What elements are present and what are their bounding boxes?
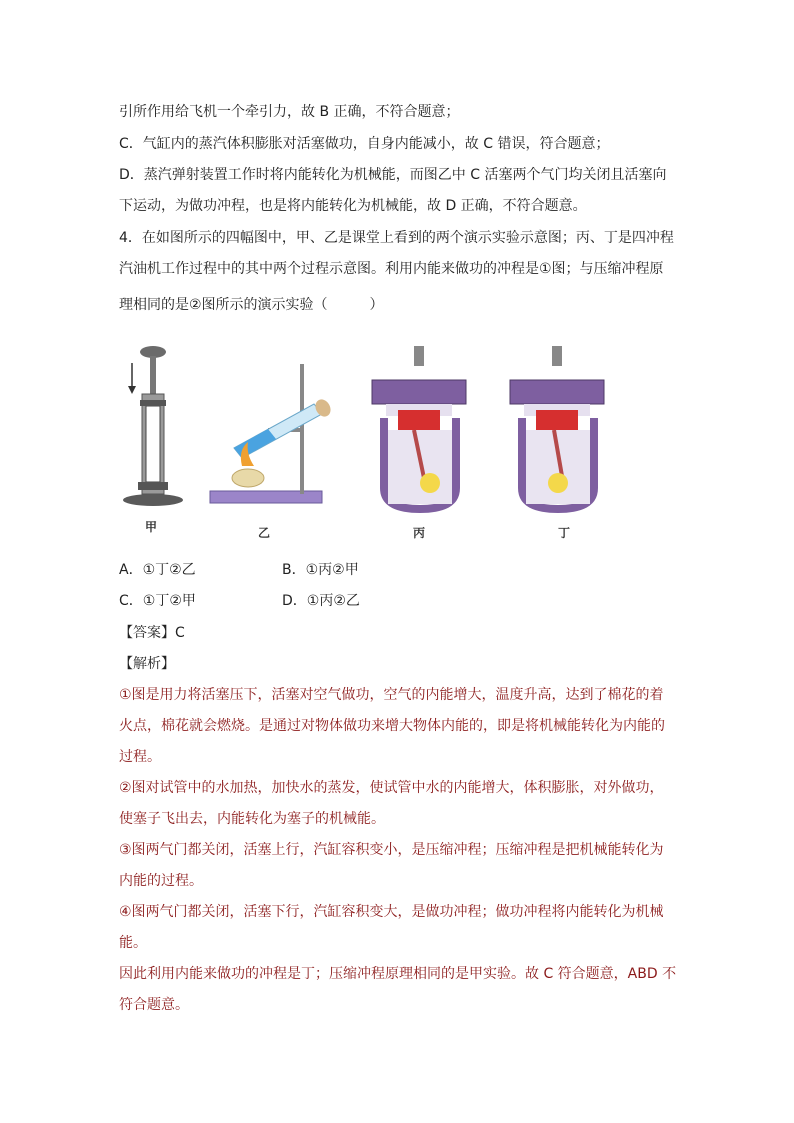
analysis-line-11: 符合题意。 <box>119 997 189 1013</box>
analysis-line-7: 内能的过程。 <box>119 873 203 889</box>
analysis-line-5: 使塞子飞出去，内能转化为塞子的机械能。 <box>119 811 385 827</box>
engine-bing-drawing <box>372 346 466 513</box>
answer: 【答案】C <box>119 625 185 641</box>
text-line-3: D．蒸汽弹射装置工作时将内能转化为机械能，而图乙中 C 活塞两个气门均关闭且活塞向 <box>119 167 667 183</box>
analysis-line-2: 火点，棉花就会燃烧。是通过对物体做功来增大物体内能的，即是将机械能转化为内能的 <box>119 718 665 734</box>
engine-ding-drawing <box>510 346 604 513</box>
experiment-figure <box>118 338 618 538</box>
fire-syringe-drawing <box>123 346 183 506</box>
figure-label-jia: 甲 <box>145 520 158 534</box>
test-tube-drawing <box>210 364 334 503</box>
figure-label-ding: 丁 <box>558 526 571 540</box>
option-b: B．①丙②甲 <box>282 562 359 578</box>
text-line-2: C．气缸内的蒸汽体积膨胀对活塞做功，自身内能减小，故 C 错误，符合题意； <box>119 136 610 152</box>
question-4-line-3: 理相同的是②图所示的演示实验（ ） <box>119 297 384 313</box>
option-d: D．①丙②乙 <box>282 593 360 609</box>
analysis-line-6: ③图两气门都关闭，活塞上行，汽缸容积变小，是压缩冲程；压缩冲程是把机械能转化为 <box>119 842 664 858</box>
analysis-line-3: 过程。 <box>119 749 161 765</box>
experiment-illustration <box>118 338 618 538</box>
analysis-line-9: 能。 <box>119 935 147 951</box>
figure-label-yi: 乙 <box>258 526 271 540</box>
analysis-heading: 【解析】 <box>119 656 175 672</box>
analysis-line-4: ②图对试管中的水加热，加快水的蒸发，使试管中水的内能增大，体积膨胀，对外做功， <box>119 780 664 796</box>
figure-label-bing: 丙 <box>413 526 426 540</box>
option-a: A．①丁②乙 <box>119 562 196 578</box>
text-line-4: 下运动，为做功冲程，也是将内能转化为机械能，故 D 正确，不符合题意。 <box>119 198 587 214</box>
text-line-1: 引所作用给飞机一个牵引力，故 B 正确，不符合题意； <box>119 104 460 120</box>
analysis-line-8: ④图两气门都关闭，活塞下行，汽缸容积变大，是做功冲程；做功冲程将内能转化为机械 <box>119 904 664 920</box>
option-c: C．①丁②甲 <box>119 593 196 609</box>
question-4-line-1: 4．在如图所示的四幅图中，甲、乙是课堂上看到的两个演示实验示意图；丙、丁是四冲程 <box>119 230 674 246</box>
question-4-line-2: 汽油机工作过程中的其中两个过程示意图。利用内能来做功的冲程是①图；与压缩冲程原 <box>119 261 664 277</box>
analysis-line-1: ①图是用力将活塞压下，活塞对空气做功，空气的内能增大，温度升高，达到了棉花的着 <box>119 687 664 703</box>
analysis-line-10: 因此利用内能来做功的冲程是丁；压缩冲程原理相同的是甲实验。故 C 符合题意，ABD 不 <box>119 966 677 982</box>
